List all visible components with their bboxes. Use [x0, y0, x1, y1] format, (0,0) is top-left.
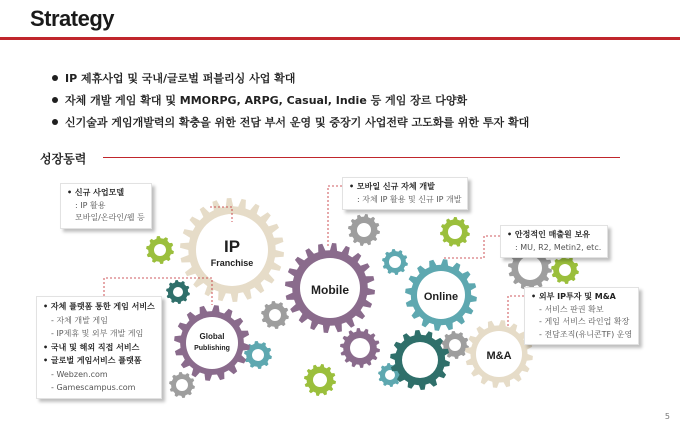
- callout-heading: • 모바일 신규 자체 개발: [349, 181, 461, 194]
- bullet-item: 자체 개발 게임 확대 및 MMORPG, ARPG, Casual, Indie 등 게임 장르 다양화: [52, 90, 529, 112]
- gear-small-icon: [304, 364, 336, 396]
- bullet-item: IP 제휴사업 및 국내/글로벌 퍼블리싱 사업 확대: [52, 68, 529, 90]
- callout-item: - 게임 서비스 라인업 확장: [531, 316, 632, 329]
- callout-item: : MU, R2, Metin2, etc.: [507, 242, 601, 255]
- page-number: 5: [664, 412, 670, 421]
- gear-small-icon: [146, 236, 174, 264]
- callout-item: - 자체 개발 게임: [43, 314, 155, 328]
- gear-small-icon: [348, 214, 380, 246]
- connector-mna: [508, 296, 524, 326]
- callout-item: - 서비스 판권 확보: [531, 304, 632, 317]
- callout-item: : IP 활용: [67, 200, 145, 213]
- slide-title: Strategy: [30, 6, 115, 31]
- callout-heading: • 국내 및 해외 직접 서비스: [43, 341, 155, 355]
- gear-label-franchise: Franchise: [210, 258, 254, 268]
- callout-heading: • 안정적인 매출원 보유: [507, 229, 601, 242]
- callout-item: 모바일/온라인/웹 등: [75, 213, 145, 222]
- gear-label-mobile: Mobile: [311, 283, 349, 297]
- gear-label-publishing: Publishing: [194, 345, 230, 352]
- callout-item: - Webzen.com: [43, 368, 155, 382]
- callout-stable-revenue: [500, 225, 608, 258]
- gear-small-icon: [382, 249, 408, 275]
- bullet-item: 신기술과 게임개발력의 확충을 위한 전담 부서 운영 및 중장기 사업전략 고도화를 위한 투자 확대: [52, 112, 529, 134]
- gear-small-icon: [169, 372, 195, 398]
- callout-item: : 자체 IP 활용 및 신규 IP 개발: [349, 194, 461, 207]
- gear-small-icon: [261, 301, 289, 329]
- callout-new-business: [60, 183, 152, 229]
- gear-small-icon: [340, 328, 380, 368]
- callout-item: - IP제휴 및 외부 개발 게임: [43, 327, 155, 341]
- gear-label-ip: IP: [223, 237, 241, 256]
- callout-item: - 전담조직(유니콘TF) 운영: [531, 329, 632, 342]
- callout-platform: [36, 296, 162, 399]
- callout-heading: • 신규 사업모델: [67, 187, 145, 200]
- gear-side-icon: [390, 330, 450, 390]
- gear-label-mna: M&A: [486, 350, 512, 362]
- gear-small-icon: [166, 280, 190, 304]
- callout-ip-investment: [524, 287, 639, 345]
- gear-small-icon: [440, 217, 470, 247]
- callout-heading: • 자체 플랫폼 통한 게임 서비스: [43, 300, 155, 314]
- callout-heading: • 외부 IP투자 및 M&A: [531, 291, 632, 304]
- callout-heading: • 글로벌 게임서비스 플랫폼: [43, 354, 155, 368]
- gear-global-publishing-icon: [174, 305, 250, 381]
- gear-small-icon: [551, 256, 579, 284]
- section-title: 성장동력: [40, 152, 87, 166]
- connector-mobile: [328, 186, 342, 247]
- callout-mobile-dev: [342, 177, 468, 210]
- callout-item: - Gamescampus.com: [43, 381, 155, 395]
- gear-label-global: Global: [199, 332, 225, 341]
- gear-label-online: Online: [423, 291, 459, 303]
